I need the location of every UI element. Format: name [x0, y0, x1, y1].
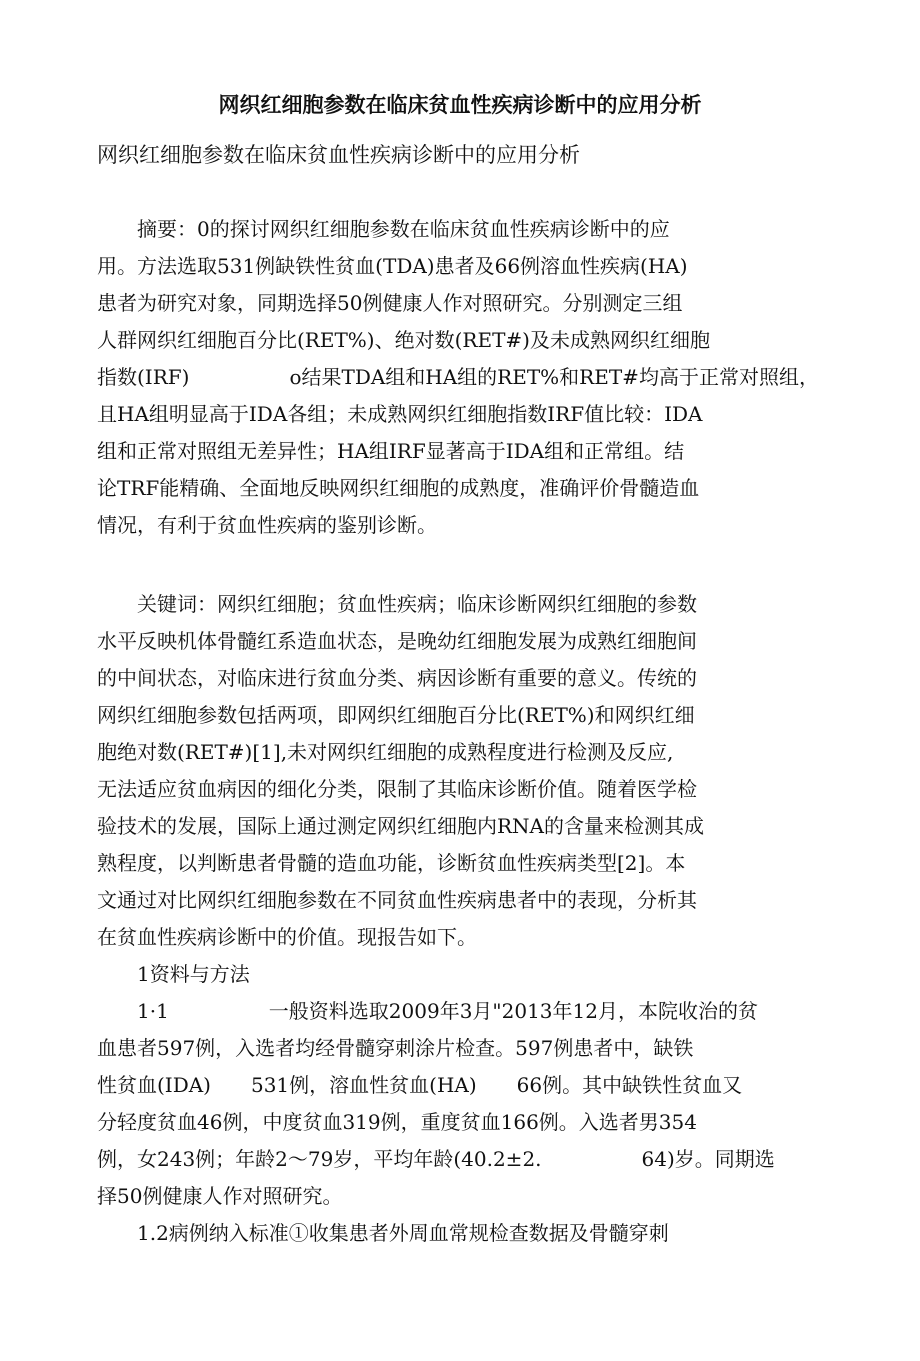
document-title: 网织红细胞参数在临床贫血性疾病诊断中的应用分析: [218, 93, 702, 117]
abstract-line: 且HA组明显高于IDA各组；未成熟网织红细胞指数IRF值比较：IDA: [97, 402, 703, 426]
abstract-line: 指数(IRF) o结果TDA组和HA组的RET%和RET#均高于正常对照组，: [97, 365, 819, 389]
body-line: 在贫血性疾病诊断中的价值。现报告如下。: [97, 925, 477, 949]
abstract-line: 人群网织红细胞百分比(RET%)、绝对数(RET#)及未成熟网织红细胞: [97, 328, 710, 352]
abstract-line: 情况，有利于贫血性疾病的鉴别诊断。: [97, 513, 437, 537]
abstract-line: 组和正常对照组无差异性；HA组IRF显著高于IDA组和正常组。结: [97, 439, 685, 463]
abstract-line: 患者为研究对象，同期选择50例健康人作对照研究。分别测定三组: [97, 291, 683, 315]
abstract-line: 摘要：0的探讨网织红细胞参数在临床贫血性疾病诊断中的应: [97, 217, 670, 241]
section-heading: 1资料与方法: [97, 962, 250, 986]
body-line: 熟程度，以判断患者骨髓的造血功能，诊断贫血性疾病类型[2]。本: [97, 851, 686, 875]
body-line: 择50例健康人作对照研究。: [97, 1184, 343, 1208]
body-line: 网织红细胞参数包括两项，即网织红细胞百分比(RET%)和网织红细: [97, 703, 695, 727]
abstract-paragraph: [97, 211, 837, 544]
document-subtitle: 网织红细胞参数在临床贫血性疾病诊断中的应用分析: [97, 143, 580, 167]
body-line: 性贫血(IDA) 531例，溶血性贫血(HA) 66例。其中缺铁性贫血又: [97, 1073, 743, 1097]
body-line: 胞绝对数(RET#)[1],未对网织红细胞的成熟程度进行检测及反应,: [97, 740, 674, 764]
body-line: 文通过对比网织红细胞参数在不同贫血性疾病患者中的表现，分析其: [97, 888, 697, 912]
body-paragraphs: [97, 586, 837, 1252]
body-line: 1.2病例纳入标准①收集患者外周血常规检查数据及骨髓穿刺: [97, 1221, 669, 1245]
body-line: 关键词：网织红细胞；贫血性疾病；临床诊断网织红细胞的参数: [97, 592, 697, 616]
body-line: 例，女243例；年龄2～79岁，平均年龄(40.2±2. 64)岁。同期选: [97, 1147, 775, 1171]
body-line: 分轻度贫血46例，中度贫血319例，重度贫血166例。入选者男354: [97, 1110, 697, 1134]
body-line: 水平反映机体骨髓红系造血状态，是晚幼红细胞发展为成熟红细胞间: [97, 629, 697, 653]
body-line: 1·1 一般资料选取2009年3月"2013年12月，本院收治的贫: [97, 999, 758, 1023]
body-line: 的中间状态，对临床进行贫血分类、病因诊断有重要的意义。传统的: [97, 666, 697, 690]
body-line: 验技术的发展，国际上通过测定网织红细胞内RNA的含量来检测其成: [97, 814, 705, 838]
abstract-line: 用。方法选取531例缺铁性贫血(TDA)患者及66例溶血性疾病(HA): [97, 254, 688, 278]
body-line: 血患者597例，入选者均经骨髓穿刺涂片检查。597例患者中，缺铁: [97, 1036, 694, 1060]
abstract-line: 论TRF能精确、全面地反映网织红细胞的成熟度，准确评价骨髓造血: [97, 476, 700, 500]
body-line: 无法适应贫血病因的细化分类，限制了其临床诊断价值。随着医学检: [97, 777, 697, 801]
